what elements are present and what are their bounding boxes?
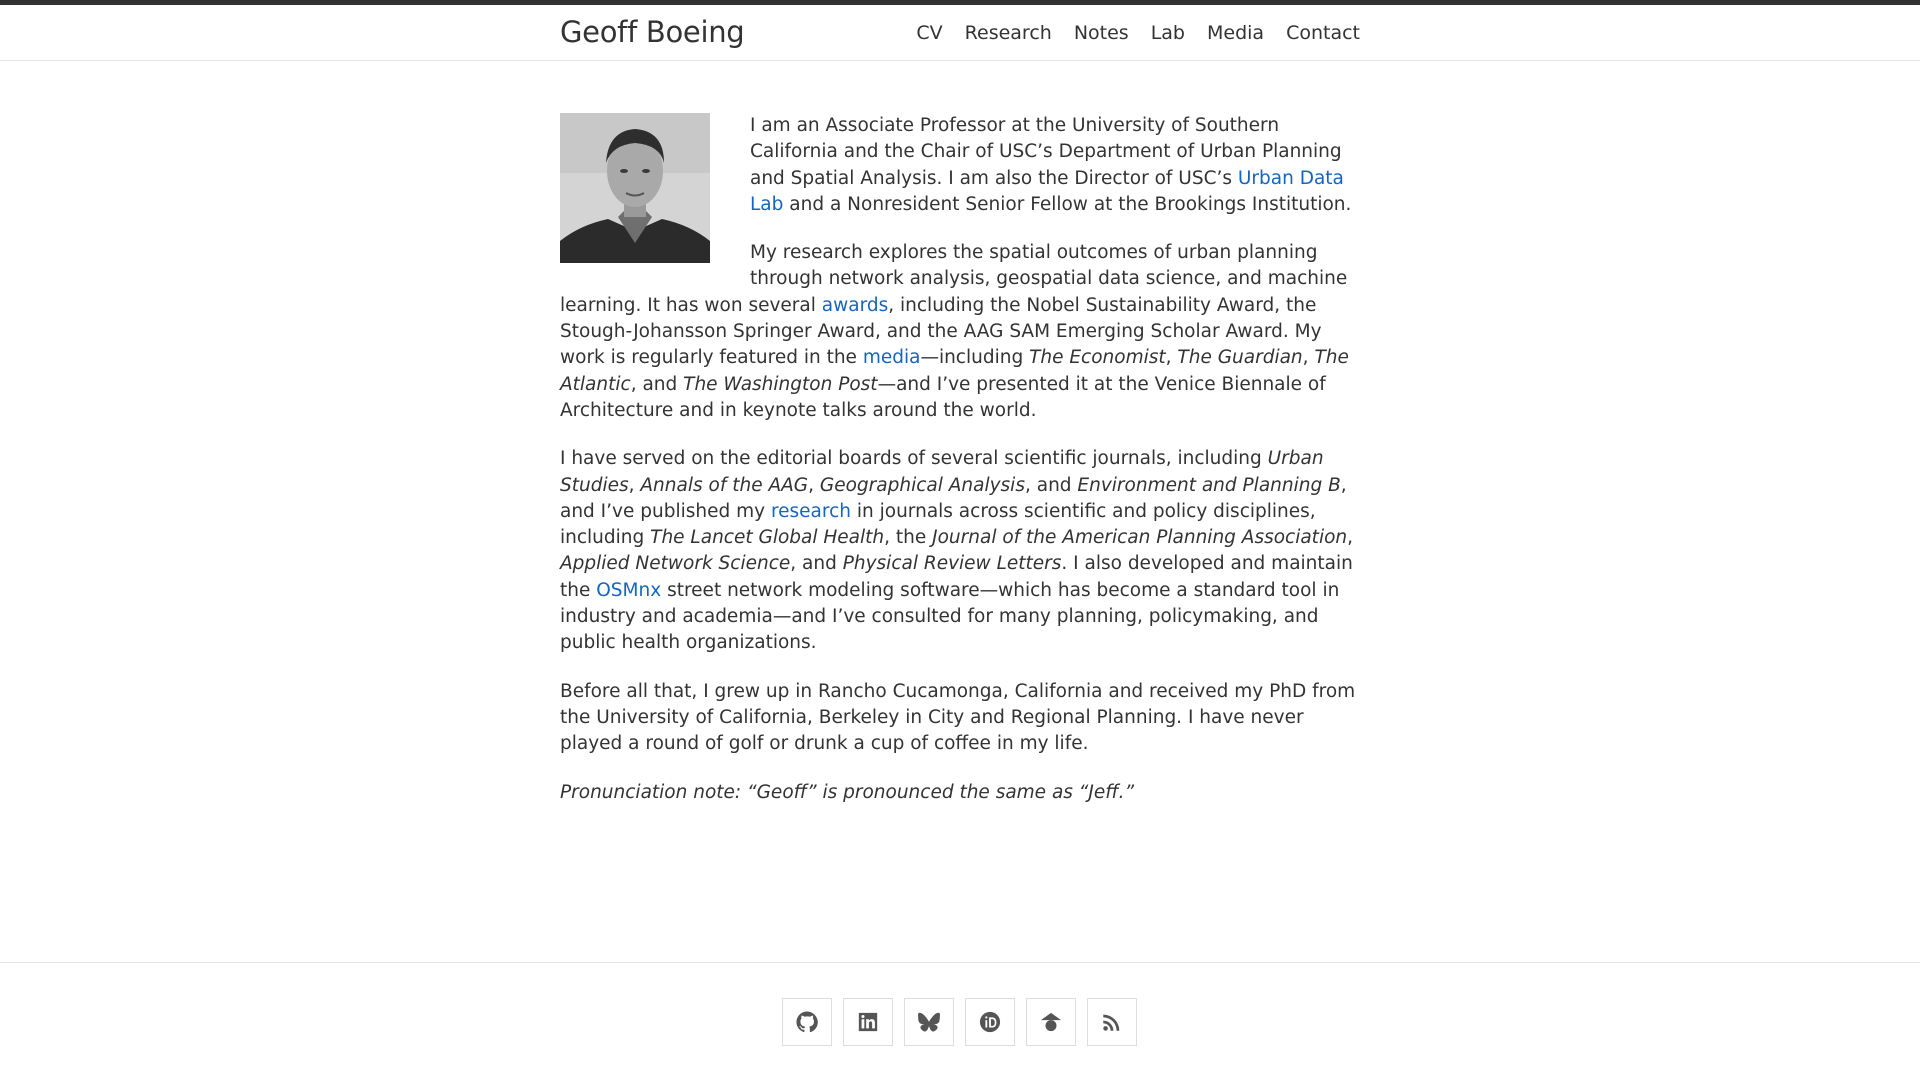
site-footer <box>0 962 1920 1080</box>
bio-content <box>560 113 1360 828</box>
main-nav <box>916 22 1360 44</box>
bio-paragraph-3: I have served on the editorial boards of several scientific journals, including Urban Studies, Annals of the AAG, Geographical Analysis, and Environment and Planning B, and I’ve published my research in journals across scientific and policy disciplines, including The Lancet Global Health, the Journal of the American Planning Association, Applied Network Science, and Physical Review Letters. I also developed and maintain the OSMnx street network modeling software—which has become a standard tool in industry and academia—and I’ve consulted for many planning, policymaking, and public health organizations. <box>560 448 1354 654</box>
orcid-icon[interactable] <box>965 998 1015 1046</box>
site-header <box>0 5 1920 61</box>
profile-photo <box>560 113 710 263</box>
media-link[interactable]: media <box>862 347 921 369</box>
github-icon[interactable] <box>782 998 832 1046</box>
nav-lab[interactable]: Lab <box>1150 22 1185 44</box>
linkedin-icon[interactable] <box>843 998 893 1046</box>
urban-data-lab-link[interactable]: Urban Data Lab <box>750 167 1344 215</box>
nav-cv[interactable]: CV <box>916 22 943 44</box>
bluesky-icon[interactable] <box>904 998 954 1046</box>
bio-paragraph-4: Before all that, I grew up in Rancho Cucamonga, California and received my PhD from the University of California, Berkeley in City and Regional Planning. I have never played a round of golf or drunk a cup of coffee in my life. <box>560 680 1356 755</box>
social-links <box>782 998 1137 1046</box>
bio-paragraph-1: I am an Associate Professor at the University of Southern California and the Chair of USC’s Department of Urban Planning and Spatial Analysis. I am also the Director of USC’s Urban Data Lab and a Nonresident Senior Fellow at the Brookings Institution. <box>750 115 1352 215</box>
awards-link[interactable]: awards <box>821 294 889 316</box>
google-scholar-icon[interactable] <box>1026 998 1076 1046</box>
nav-media[interactable]: Media <box>1207 22 1265 44</box>
pronunciation-note: Pronunciation note: “Geoff” is pronounced the same as “Jeff.” <box>560 781 1135 803</box>
nav-notes[interactable]: Notes <box>1073 22 1129 44</box>
nav-research[interactable]: Research <box>964 22 1052 44</box>
research-link[interactable]: research <box>770 500 851 522</box>
nav-contact[interactable]: Contact <box>1286 22 1360 44</box>
site-title[interactable]: Geoff Boeing <box>560 15 745 49</box>
osmnx-link[interactable]: OSMnx <box>596 579 662 601</box>
bio-paragraph-2: My research explores the spatial outcomes of urban planning through network analysis, geospatial data science, and machine learning. It has won several awards, including the Nobel Sustainability Award, the Stough-Johansson Springer Award, and the AAG SAM Emerging Scholar Award. My work is regularly featured in the media—including The Economist, The Guardian, The Atlantic, and The Washington Post—and I’ve presented it at the Venice Biennale of Architecture and in keynote talks around the world. <box>560 242 1349 421</box>
rss-icon[interactable] <box>1087 998 1137 1046</box>
